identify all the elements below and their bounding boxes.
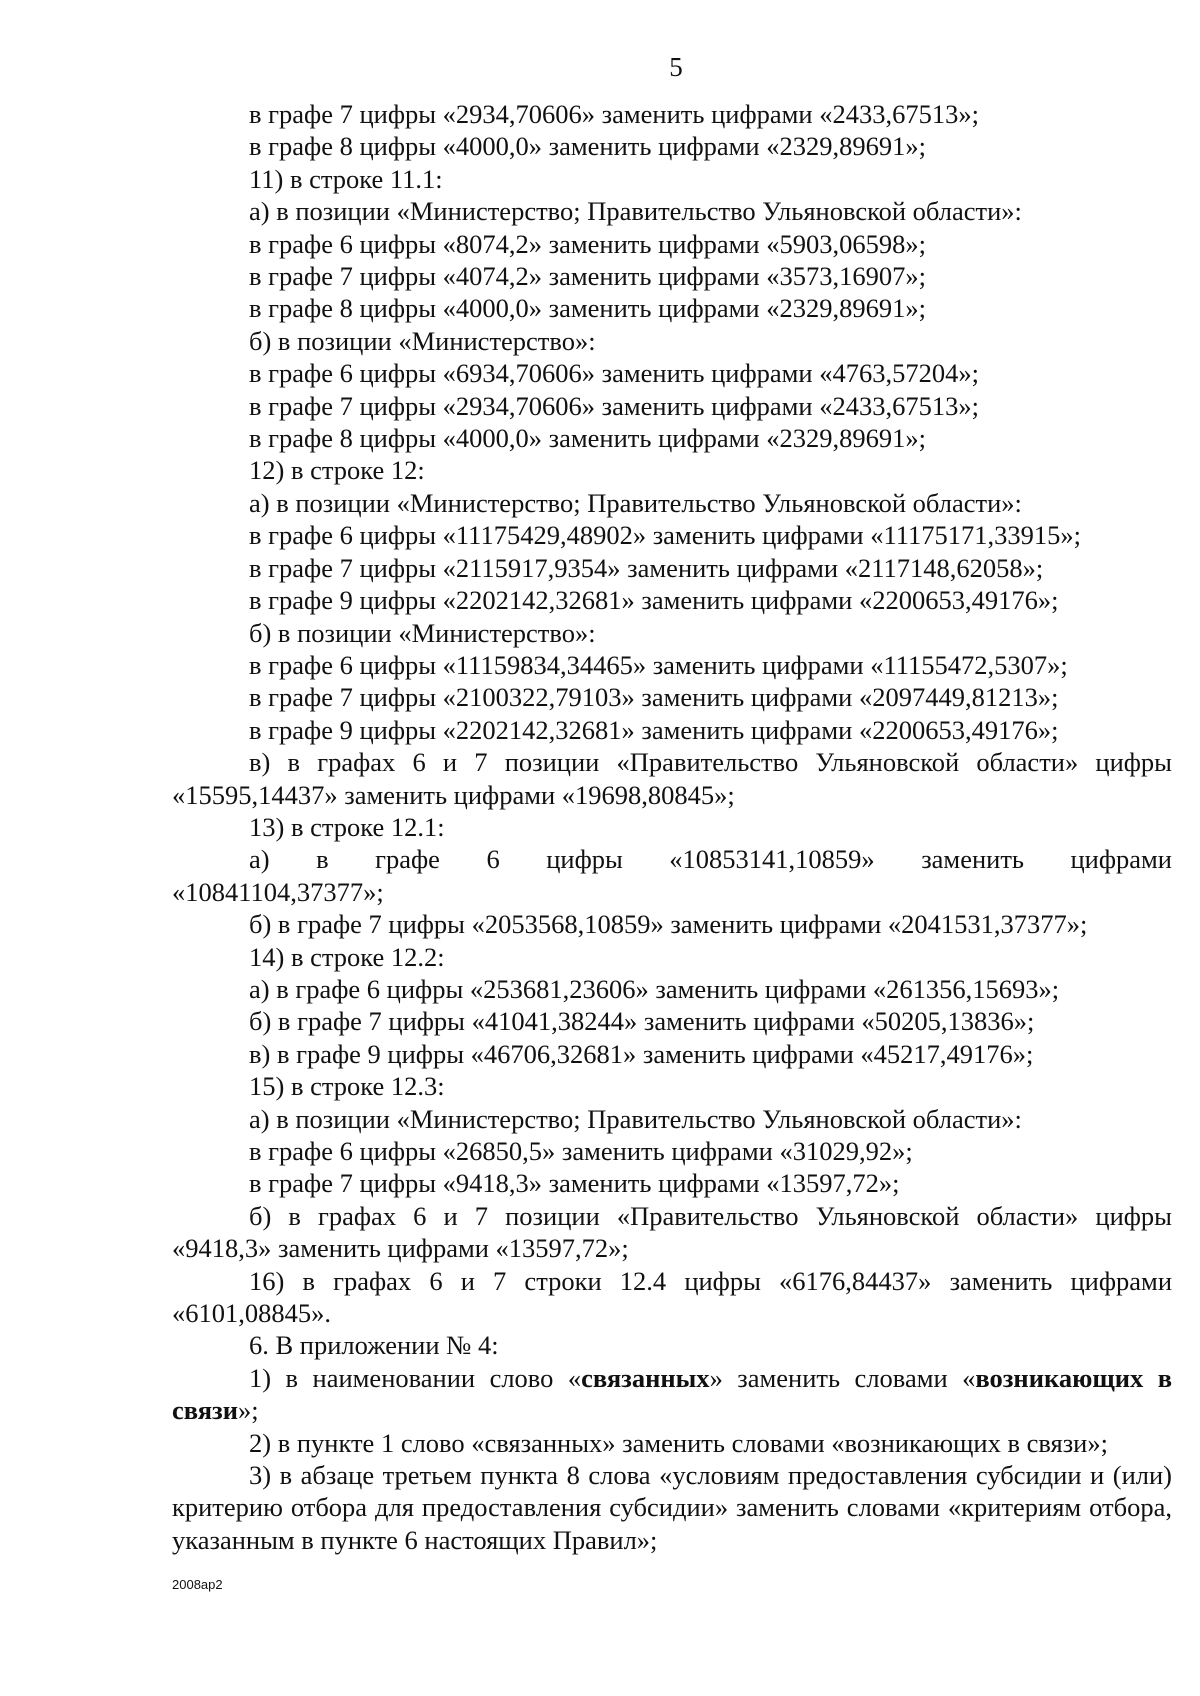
paragraph-appendix-item-3: 3) в абзаце третьем пункта 8 слова «условиям предоставления субсидии и (или) критерию отбора для предоставления субсидии» заменить словами «критериям отбора, указанным в пункте 6 настоящих Правил»; (172, 1460, 1172, 1555)
paragraph: а) в позиции «Министерство; Правительство Ульяновской области»: (249, 196, 1022, 227)
paragraph: б) в позиции «Министерство»: (249, 617, 596, 648)
paragraph: в графе 7 цифры «4074,2» заменить цифрами «3573,16907»; (249, 261, 926, 292)
paragraph: в графе 6 цифры «8074,2» заменить цифрами «5903,06598»; (249, 228, 926, 259)
paragraph: в графе 6 цифры «11175429,48902» заменить цифрами «11175171,33915»; (249, 520, 1082, 551)
paragraph: в графе 8 цифры «4000,0» заменить цифрами «2329,89691»; (249, 131, 926, 162)
item-1-text-start: 1) в наименовании слово « (249, 1362, 582, 1393)
paragraph: в графе 6 цифры «6934,70606» заменить цифрами «4763,57204»; (249, 358, 979, 389)
paragraph: 14) в строке 12.2: (249, 941, 445, 972)
paragraph: 15) в строке 12.3: (249, 1071, 445, 1102)
item-1-text-middle: » заменить словами « (709, 1362, 976, 1393)
paragraph: а) в графе 6 цифры «10853141,10859» заменить цифрами «10841104,37377»; (172, 844, 1172, 907)
paragraph: в) в графах 6 и 7 позиции «Правительство Ульяновской области» цифры «15595,14437» заменить цифрами «19698,80845»; (172, 747, 1172, 810)
paragraph: в) в графе 9 цифры «46706,32681» заменить цифрами «45217,49176»; (249, 1038, 1034, 1069)
paragraph: в графе 7 цифры «9418,3» заменить цифрами «13597,72»; (249, 1168, 900, 1199)
item-1-text-end: »; (237, 1395, 259, 1426)
page-number: 5 (669, 52, 683, 82)
paragraph: б) в графе 7 цифры «2053568,10859» заменить цифрами «2041531,37377»; (249, 909, 1088, 940)
paragraph: 16) в графах 6 и 7 строки 12.4 цифры «6176,84437» заменить цифрами «6101,08845». (172, 1265, 1172, 1329)
paragraph: б) в позиции «Министерство»: (249, 325, 596, 356)
paragraph: а) в позиции «Министерство; Правительство Ульяновской области»: (249, 1103, 1022, 1134)
paragraph: в графе 6 цифры «26850,5» заменить цифрами «31029,92»; (249, 1136, 913, 1166)
paragraph: 11) в строке 11.1: (249, 163, 443, 194)
paragraph: в графе 9 цифры «2202142,32681» заменить цифрами «2200653,49176»; (249, 585, 1059, 616)
paragraph: 12) в строке 12: (249, 455, 425, 486)
item-1-bold-phrase: возникающих в связи (172, 1362, 1173, 1426)
paragraph: 13) в строке 12.1: (249, 811, 445, 842)
paragraph: в графе 7 цифры «2100322,79103» заменить цифрами «2097449,81213»; (249, 682, 1059, 713)
paragraph: в графе 8 цифры «4000,0» заменить цифрами «2329,89691»; (249, 423, 926, 454)
paragraph: а) в позиции «Министерство; Правительство Ульяновской области»: (249, 487, 1022, 518)
paragraph: 6. В приложении № 4: (249, 1330, 499, 1361)
paragraph: в графе 7 цифры «2934,70606» заменить цифрами «2433,67513»; (249, 390, 979, 421)
footer-document-code: 2008ap2 (172, 1577, 223, 1592)
document-body (172, 98, 1172, 1556)
item-1-bold-word: связанных (581, 1362, 710, 1393)
paragraph-appendix-item-1 (172, 1362, 1172, 1427)
paragraph: в графе 6 цифры «11159834,34465» заменить цифрами «11155472,5307»; (249, 649, 1068, 680)
paragraph-appendix-item-2: 2) в пункте 1 слово «связанных» заменить словами «возникающих в связи»; (249, 1427, 1108, 1458)
paragraph: а) в графе 6 цифры «253681,23606» заменить цифрами «261356,15693»; (249, 973, 1060, 1004)
paragraph: б) в графе 7 цифры «41041,38244» заменить цифрами «50205,13836»; (249, 1006, 1035, 1037)
paragraph: в графе 9 цифры «2202142,32681» заменить цифрами «2200653,49176»; (249, 714, 1059, 745)
paragraph: в графе 7 цифры «2934,70606» заменить цифрами «2433,67513»; (249, 99, 979, 129)
paragraph: б) в графах 6 и 7 позиции «Правительство Ульяновской области» цифры «9418,3» заменить цифрами «13597,72»; (172, 1200, 1172, 1264)
paragraph: в графе 7 цифры «2115917,9354» заменить цифрами «2117148,62058»; (249, 552, 1044, 583)
paragraph: в графе 8 цифры «4000,0» заменить цифрами «2329,89691»; (249, 293, 926, 324)
